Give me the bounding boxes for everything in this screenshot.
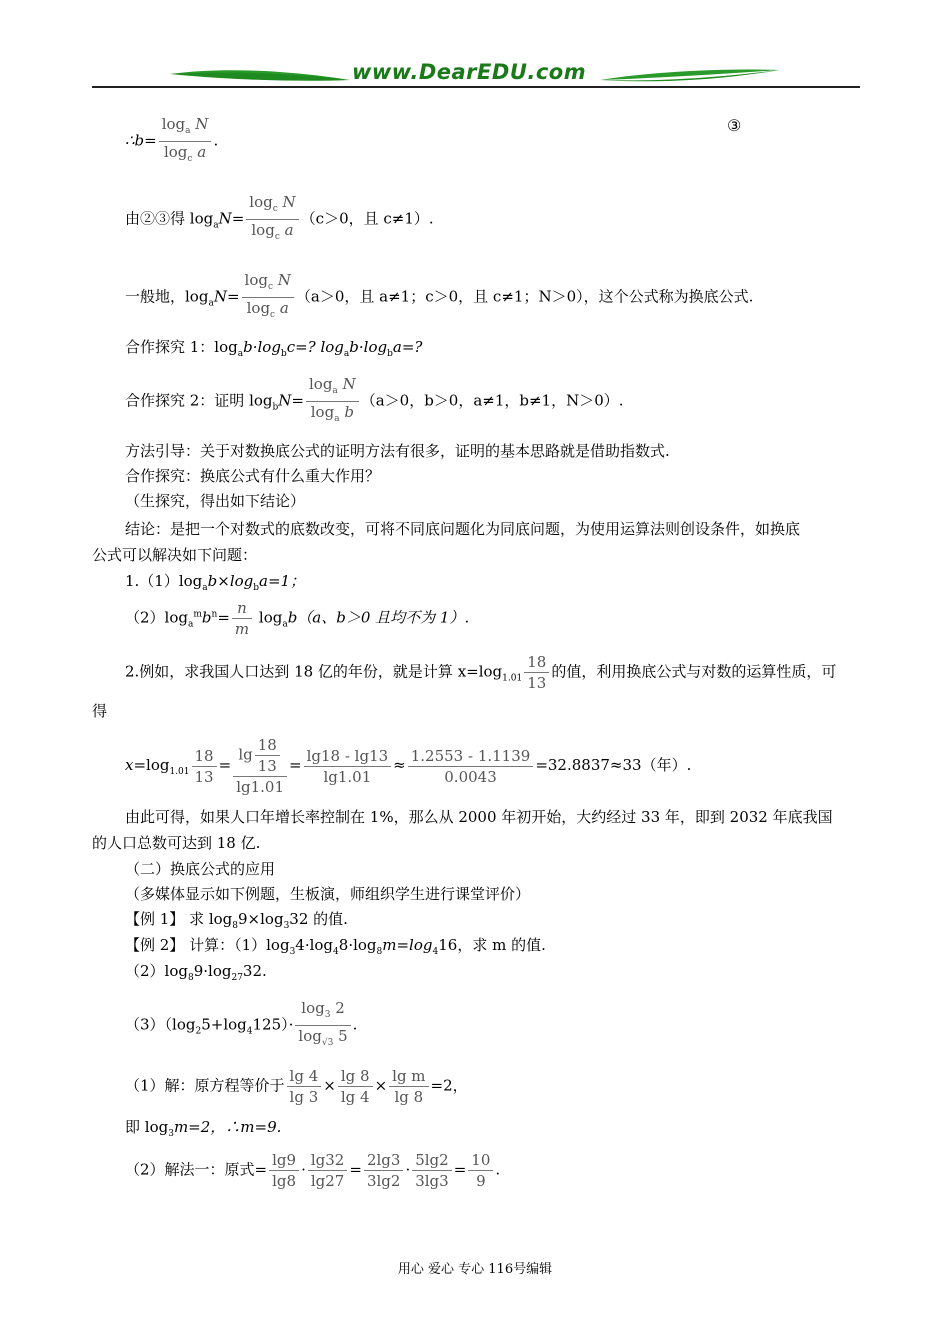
fraction: $\frac{18}{13}$ bbox=[524, 652, 549, 693]
section-heading: （二）换底公式的应用 bbox=[125, 860, 276, 878]
fraction: $\frac{5\lg 2}{3\lg 3}$ bbox=[412, 1150, 452, 1191]
fraction: $\frac{\log_c N}{\log_c a}$ bbox=[246, 192, 298, 247]
fraction: $\frac{n}{m}$ bbox=[232, 598, 252, 639]
fraction: lg $\frac{18}{13}$ lg1.01 bbox=[233, 735, 287, 797]
para-method: 方法引导：关于对数换底公式的证明方法有很多，证明的基本思路就是借助指数式. bbox=[125, 442, 670, 460]
solution-1-result: 即 $\log_3m=2$，∴m=9. bbox=[125, 1118, 282, 1139]
para-question: 合作探究：换底公式有什么重大作用？ bbox=[125, 467, 381, 485]
example-2: 【例 2】 计算：$(1)\log_34\cdot\log_48\cdot\log_8m=\log_416$，求 m 的值. bbox=[125, 936, 546, 957]
header-rule bbox=[92, 86, 860, 88]
equation-marker: ③ bbox=[727, 116, 742, 135]
page-footer: 用心 爱心 专心 116号编辑 bbox=[397, 1262, 553, 1277]
fraction: $\frac{10}{9}$ bbox=[468, 1150, 493, 1191]
fraction: $\frac{1.2553 - 1.1139}{0.0043}$ bbox=[408, 746, 534, 787]
fraction: $\frac{\lg 32}{\lg 27}$ bbox=[308, 1150, 348, 1191]
fraction: $\frac{\lg 8}{\lg 4}$ bbox=[338, 1066, 373, 1107]
item-1-1: $1.(1)\log_ab\times\log_ba=1$； bbox=[125, 572, 306, 593]
item-2: 2.例如，求我国人口达到 18 亿的年份，就是计算 $x=\log_{1.01}$ $\frac{18}{13}$ 的值，利用换底公式与对数的运算性质，可 bbox=[125, 653, 837, 692]
line-explore-1: 合作探究 1：$\log_ab\cdot\log_bc=$? $\log_ab\cdot\log_ba=$? bbox=[125, 338, 423, 359]
solution-2: （2）解法一：原式= $\frac{\lg 9}{\lg 8}$ · $\frac{\lg 32}{\lg 27}$ = $\frac{2\lg 3}{3\lg 2}$ · $\frac{5\lg 2}{3\lg 3}$ = $\frac{10}{9}$ . bbox=[125, 1151, 501, 1190]
solution-1: （1）解：原方程等价于 $\frac{\lg 4}{\lg 3}$ × $\frac{\lg 8}{\lg 4}$ × $\frac{\text{lg m}}{\lg 8}$ =2， bbox=[125, 1067, 468, 1106]
calc-line: $x=\log_{1.01}$ $\frac{18}{13}$ = lg $\frac{18}{13}$ lg1.01 = $\frac{\lg 18 - \lg 13}{\lg 1.01}$ ≈ $\frac{1.2553 - 1.1139}{0.0043}$ =32.8837≈33（年）. bbox=[125, 736, 692, 796]
fraction: $\frac{\log_a N}{\log_a b}$ bbox=[306, 374, 359, 429]
line-b-formula: ∴b= $\frac{\log_a N}{\log_c a}$ . bbox=[125, 114, 218, 169]
para-conclusion-cont: 公式可以解决如下问题： bbox=[92, 546, 258, 564]
fraction: $\frac{\lg 18 - \lg 13}{\lg 1.01}$ bbox=[304, 746, 392, 787]
fraction: $\frac{18}{13}$ bbox=[192, 746, 217, 787]
fraction: $\frac{2\lg 3}{3\lg 2}$ bbox=[364, 1150, 404, 1191]
para-conclusion: 结论：是把一个对数式的底数改变，可将不同底问题化为同底问题，为使用运算法则创设条件，如换底 bbox=[125, 520, 801, 538]
fraction: $\frac{\text{lg m}}{\lg 8}$ bbox=[389, 1066, 428, 1107]
fraction: $\frac{\log_c N}{\log_c a}$ bbox=[242, 270, 294, 325]
item-2-cont: 得 bbox=[92, 702, 108, 720]
fraction: $\frac{\log_3 2}{\log_{√3} 5}$ bbox=[295, 998, 350, 1053]
site-logo: www.DearEDU.com bbox=[352, 60, 587, 84]
example-1: 【例 1】 求 $\log_89\times\log_332$ 的值. bbox=[125, 910, 348, 931]
example-2-part2: $(2)\log_89\cdot\log_{27}32$. bbox=[125, 962, 267, 983]
fraction: $\frac{\log_a N}{\log_c a}$ bbox=[159, 114, 212, 169]
text: ∴b= bbox=[125, 131, 157, 150]
para-result-cont: 的人口总数可达到 18 亿. bbox=[92, 834, 261, 852]
line-change-base-c: 由②③得 $\log_aN=$ $\frac{\log_c N}{\log_c a}$ （c＞0，且 c≠1）. bbox=[125, 192, 434, 247]
line-general-formula: 一般地，$\log_aN=$ $\frac{\log_c N}{\log_c a}$ （a＞0，且 a≠1；c＞0，且 c≠1；N＞0），这个公式称为换底公式. bbox=[125, 270, 753, 325]
para-result: 由此可得，如果人口年增长率控制在 1%，那么从 2000 年初开始，大约经过 33 年，即到 2032 年底我国 bbox=[125, 808, 833, 826]
fraction: $\frac{\lg 4}{\lg 3}$ bbox=[287, 1066, 322, 1107]
line-explore-2: 合作探究 2：证明 $\log_bN=$ $\frac{\log_a N}{\log_a b}$ （a＞0，b＞0，a≠1，b≠1，N＞0）. bbox=[125, 374, 624, 429]
item-1-2: $(2)\log_a^mb^n=$ $\frac{n}{m}$ $\log_ab(a$、b＞0 且均不为 1）. bbox=[125, 599, 470, 638]
example-2-part3: $(3)(\log_25+\log_4125)\cdot$ $\frac{\log_3 2}{\log_{√3} 5}$ . bbox=[125, 998, 357, 1053]
para-student: （生探究，得出如下结论） bbox=[125, 492, 306, 510]
para-multimedia: （多媒体显示如下例题，生板演，师组织学生进行课堂评价） bbox=[125, 885, 531, 903]
fraction: $\frac{\lg 9}{\lg 8}$ bbox=[269, 1150, 299, 1191]
